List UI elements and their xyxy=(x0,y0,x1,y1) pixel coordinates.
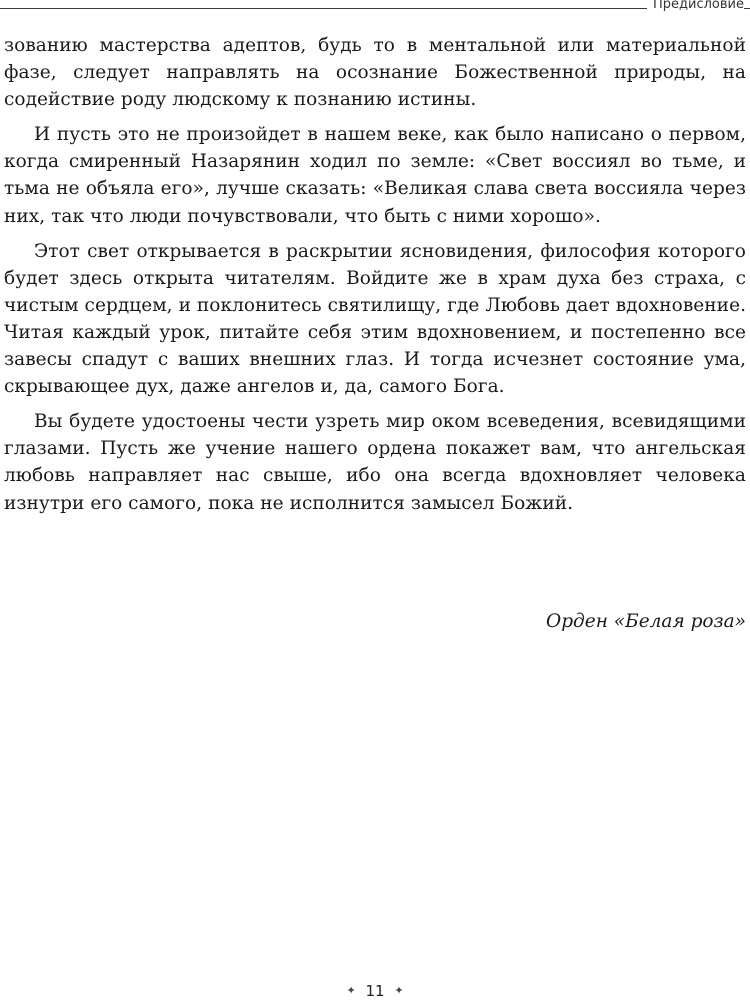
page-number: 11 xyxy=(365,982,385,1000)
ornament-left-icon: ✦ xyxy=(346,984,356,997)
body-text xyxy=(4,32,746,525)
page-folio xyxy=(0,981,750,1001)
paragraph-2: И пусть это не произойдет в нашем веке, как было написано о первом, когда смиренный Назарянин ходил по земле: «Свет воссиял во тьме, и тьма не объяла его», лучше сказать: «Великая слава света воссияла через них, так что люди почувствовали, что быть с ними хорошо». xyxy=(4,124,746,227)
paragraph-3: Этот свет открывается в раскрытии ясновидения, философия которого будет здесь открыта читателям. Войдите же в храм духа без страха, с чистым сердцем, и поклонитесь святилищу, где Любовь дает вдохновение. Читая каждый урок, питайте себя этим вдохновением, и постепенно все завесы спадут с ваших внешних глаз. И тогда исчезнет состояние ума, скрывающее дух, даже ангелов и, да, самого Бога. xyxy=(4,240,746,398)
header-rule xyxy=(0,8,750,9)
running-head-title: Предисловие xyxy=(647,0,744,14)
paragraph-4: Вы будете удостоены чести узреть мир оком всеведения, всевидящими глазами. Пусть же учение нашего ордена покажет вам, что ангельская любовь направляет нас свыше, ибо она всегда вдохновляет человека изнутри его самого, пока не исполнится замысел Божий. xyxy=(4,411,746,514)
paragraph-1: зованию мастерства адептов, будь то в ментальной или материальной фазе, следует направлять на осознание Божественной природы, на содействие роду людскому к познанию истины. xyxy=(4,35,746,111)
ornament-right-icon: ✦ xyxy=(394,984,404,997)
signature: Орден «Белая роза» xyxy=(546,611,746,632)
